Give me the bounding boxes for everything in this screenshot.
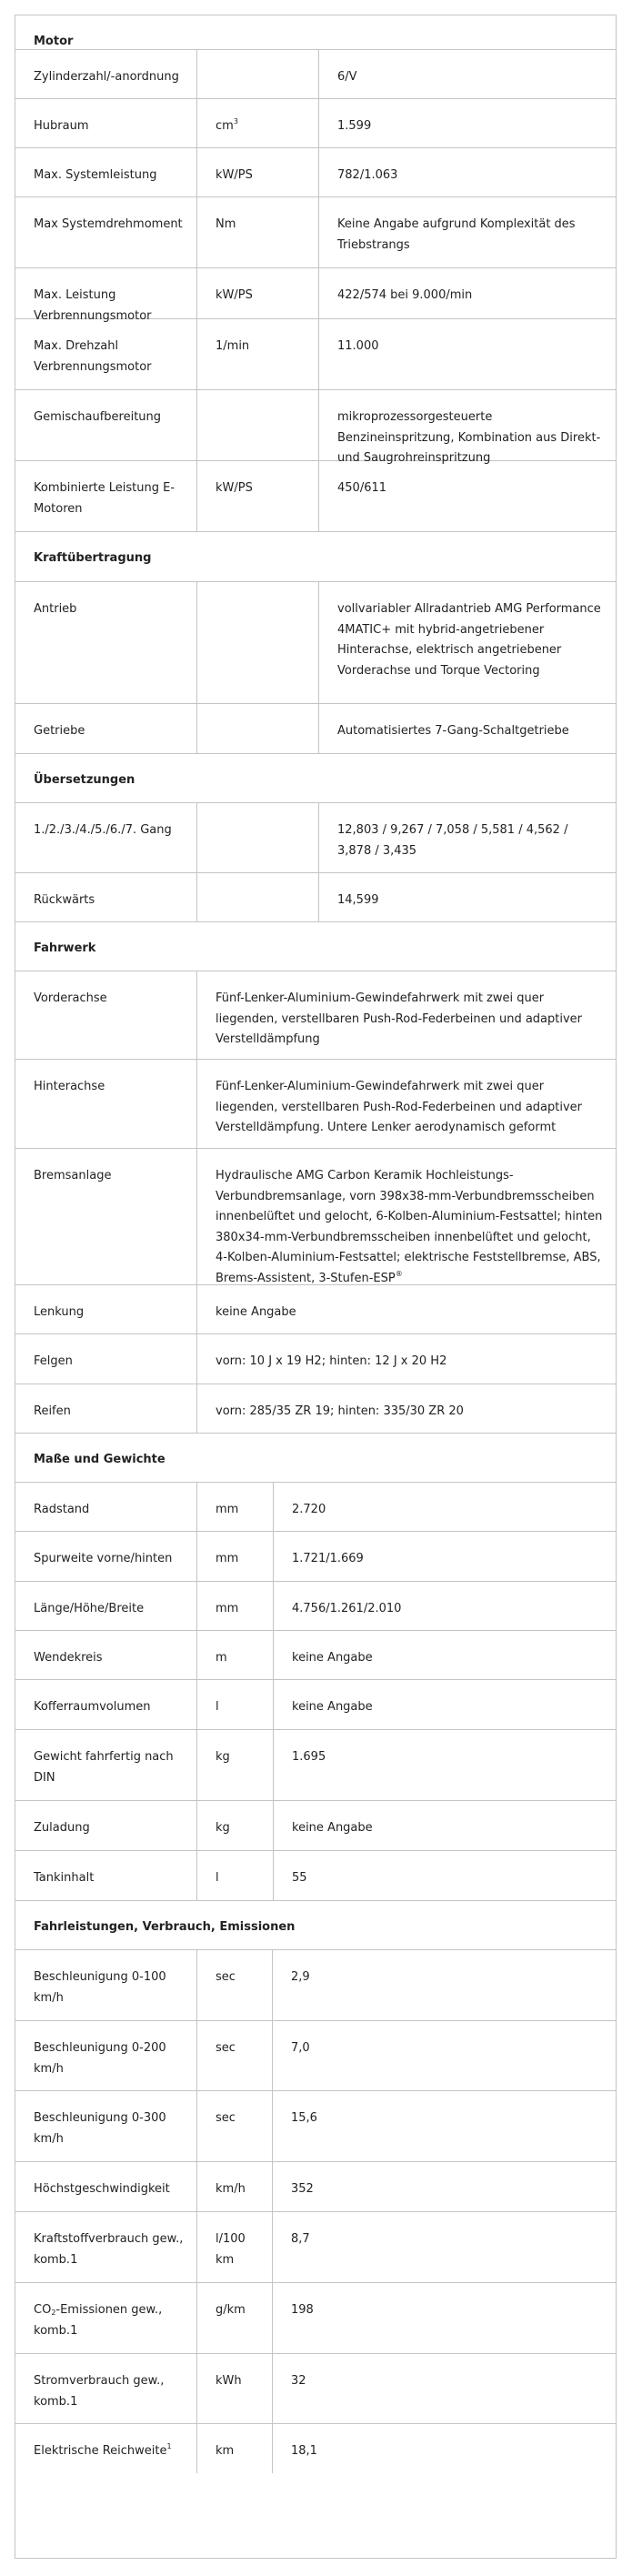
spec-label xyxy=(15,1060,196,1148)
spec-label xyxy=(15,319,196,389)
spec-row xyxy=(15,803,616,873)
value-text: Fünf-Lenker-Aluminium-Gewindefahrwerk mit zwei quer liegenden, verstellbaren Push-Rod-Federbeinen und adaptiver Verstelldämpfung. Untere Lenker aerodynamisch geformt xyxy=(216,1080,583,1134)
value-text: keine Angabe xyxy=(292,1821,373,1835)
spec-label xyxy=(15,1334,196,1384)
spec-unit xyxy=(196,803,318,872)
value-text: 32 xyxy=(291,2374,306,2388)
label-text: Stromverbrauch gew., komb.1 xyxy=(34,2374,165,2409)
spec-value xyxy=(318,99,616,147)
spec-value xyxy=(273,1801,616,1850)
spec-row xyxy=(15,1483,616,1532)
spec-value xyxy=(318,148,616,196)
spec-value xyxy=(318,582,616,703)
spec-row xyxy=(15,1060,616,1149)
section-title: Übersetzungen xyxy=(34,773,135,787)
unit-exponent: 3 xyxy=(233,117,238,126)
label-text: Reifen xyxy=(34,1404,71,1418)
spec-label xyxy=(15,1950,196,2020)
label-text: Max Systemdrehmoment xyxy=(34,217,183,231)
spec-row xyxy=(15,1532,616,1582)
label-text: Vorderachse xyxy=(34,991,107,1005)
spec-value xyxy=(272,2212,616,2282)
label-text: Bremsanlage xyxy=(34,1169,112,1182)
value-text: 18,1 xyxy=(291,2444,317,2458)
label-text: Felgen xyxy=(34,1354,73,1368)
spec-label xyxy=(15,1730,196,1800)
section-title: Motor xyxy=(34,35,74,48)
spec-value xyxy=(273,1631,616,1679)
spec-row xyxy=(15,1582,616,1631)
spec-row xyxy=(15,319,616,390)
spec-label xyxy=(15,704,196,753)
value-text: 782/1.063 xyxy=(337,168,398,182)
spec-value xyxy=(318,390,616,465)
spec-label xyxy=(15,268,196,323)
section-header-uebersetzungen xyxy=(15,754,616,803)
spec-row xyxy=(15,1730,616,1801)
spec-unit xyxy=(196,582,318,703)
spec-value xyxy=(272,2283,616,2353)
value-text: Keine Angabe aufgrund Komplexität des Triebstrangs xyxy=(337,217,576,252)
value-text: Fünf-Lenker-Aluminium-Gewindefahrwerk mit zwei quer liegenden, verstellbaren Push-Rod-Federbeinen und adaptiver Verstelldämpfung xyxy=(216,991,583,1046)
spec-label xyxy=(15,971,196,1059)
label-text: Gemischaufbereitung xyxy=(34,410,162,424)
spec-label xyxy=(15,1149,196,1284)
value-text: 8,7 xyxy=(291,2232,310,2246)
spec-value xyxy=(196,1384,616,1433)
spec-unit: mm xyxy=(196,1483,273,1531)
spec-value xyxy=(196,971,616,1059)
spec-unit: l xyxy=(196,1680,273,1729)
spec-label xyxy=(15,873,196,921)
spec-label xyxy=(15,2283,196,2353)
spec-row xyxy=(15,1950,616,2021)
spec-label xyxy=(15,2212,196,2282)
spec-label xyxy=(15,2162,196,2211)
spec-value xyxy=(272,2354,616,2423)
section-header-fahrleistungen-verbrauch-emissionen xyxy=(15,1901,616,1950)
value-text: 11.000 xyxy=(337,339,379,353)
spec-value xyxy=(318,461,616,531)
label-text: Beschleunigung 0-100 km/h xyxy=(34,1970,166,2005)
spec-label xyxy=(15,1483,196,1531)
value-text: Automatisiertes 7-Gang-Schaltgetriebe xyxy=(337,724,569,738)
spec-unit: km/h xyxy=(196,2162,272,2211)
value-text: 6/V xyxy=(337,70,357,84)
section-title: Maße und Gewichte xyxy=(34,1453,166,1466)
spec-value xyxy=(318,873,616,921)
label-text: Kofferraumvolumen xyxy=(34,1700,151,1714)
spec-value xyxy=(273,1483,616,1531)
spec-row xyxy=(15,1334,616,1384)
value-text: keine Angabe xyxy=(216,1305,296,1319)
spec-value xyxy=(272,2424,616,2473)
spec-label xyxy=(15,2354,196,2423)
spec-unit: Nm xyxy=(196,197,318,267)
value-text: 14,599 xyxy=(337,893,379,907)
spec-unit: mm xyxy=(196,1582,273,1630)
value-text: 15,6 xyxy=(291,2111,317,2125)
spec-row xyxy=(15,2354,616,2424)
spec-row xyxy=(15,873,616,922)
label-text: Hubraum xyxy=(34,119,89,133)
value-text: 2,9 xyxy=(291,1970,310,1984)
value-text: 1.599 xyxy=(337,119,372,133)
spec-row xyxy=(15,2091,616,2162)
spec-value xyxy=(272,2162,616,2211)
spec-label xyxy=(15,2091,196,2161)
spec-row xyxy=(15,2424,616,2473)
section-title: Fahrwerk xyxy=(34,941,96,955)
value-text: 198 xyxy=(291,2303,314,2317)
value-text: vorn: 285/35 ZR 19; hinten: 335/30 ZR 20 xyxy=(216,1404,464,1418)
spec-row xyxy=(15,148,616,197)
spec-unit: sec xyxy=(196,2021,272,2090)
label-text: 1./2./3./4./5./6./7. Gang xyxy=(34,823,172,837)
spec-row xyxy=(15,2283,616,2354)
section-header-masse-und-gewichte xyxy=(15,1434,616,1483)
value-text: 1.721/1.669 xyxy=(292,1552,364,1565)
spec-label xyxy=(15,582,196,703)
spec-row xyxy=(15,1384,616,1434)
value-text: Hydraulische AMG Carbon Keramik Hochleistungs-Verbundbremsanlage, vorn 398x38-mm-Verbundbremsscheiben innenbelüftet und gelocht, 6-Kolben-Aluminium-Festsattel; hinten 380x34-mm-Verbundbremsscheiben innenbelüftet und gelocht, 4-Kolben-Aluminium-Festsattel; elektrische Feststellbremse, ABS, Brems-Assistent, 3-Stufen-ESP xyxy=(216,1169,603,1285)
spec-unit: m xyxy=(196,1631,273,1679)
spec-row xyxy=(15,1801,616,1851)
spec-row xyxy=(15,461,616,532)
value-text: 12,803 / 9,267 / 7,058 / 5,581 / 4,562 / 3,878 / 3,435 xyxy=(337,823,568,858)
spec-value xyxy=(196,1149,616,1284)
spec-row xyxy=(15,390,616,465)
spec-label xyxy=(15,1384,196,1433)
spec-value xyxy=(272,2091,616,2161)
footnote-marker: 1 xyxy=(166,2442,172,2450)
spec-row xyxy=(15,50,616,99)
spec-row xyxy=(15,99,616,148)
spec-value xyxy=(273,1680,616,1729)
spec-value xyxy=(273,1730,616,1800)
spec-row xyxy=(15,971,616,1060)
value-text: 422/574 bei 9.000/min xyxy=(337,288,473,302)
unit-text: cm xyxy=(216,119,234,133)
spec-label xyxy=(15,99,196,147)
label-text: Zuladung xyxy=(34,1821,90,1835)
spec-value xyxy=(318,50,616,98)
value-text: 2.720 xyxy=(292,1503,326,1516)
spec-value xyxy=(318,268,616,318)
value-text: keine Angabe xyxy=(292,1651,373,1665)
spec-unit: 1/min xyxy=(196,319,318,389)
label-text: Max. Drehzahl Verbrennungsmotor xyxy=(34,339,152,374)
section-header-motor xyxy=(15,15,616,50)
label-text: Hinterachse xyxy=(34,1080,105,1093)
label-text: Radstand xyxy=(34,1503,90,1516)
spec-unit xyxy=(196,99,318,147)
spec-label xyxy=(15,2021,196,2090)
value-text: 1.695 xyxy=(292,1750,326,1764)
spec-value xyxy=(273,1851,616,1900)
spec-row xyxy=(15,268,616,323)
spec-value xyxy=(318,197,616,267)
label-text: Höchstgeschwindigkeit xyxy=(34,2182,170,2196)
spec-row xyxy=(15,704,616,754)
label-text: Länge/Höhe/Breite xyxy=(34,1602,145,1615)
spec-value xyxy=(318,704,616,753)
spec-unit: kW/PS xyxy=(196,148,318,196)
spec-row xyxy=(15,197,616,268)
spec-row xyxy=(15,2021,616,2091)
spec-unit: mm xyxy=(196,1532,273,1581)
spec-label xyxy=(15,1680,196,1729)
value-text: 450/611 xyxy=(337,481,387,495)
section-header-fahrwerk xyxy=(15,922,616,971)
spec-unit: sec xyxy=(196,1950,272,2020)
spec-value xyxy=(318,803,616,872)
section-title: Fahrleistungen, Verbrauch, Emissionen xyxy=(34,1920,296,1934)
value-text: vollvariabler Allradantrieb AMG Performance 4MATIC+ mit hybrid-angetriebener Hinterachse, elektrisch angetriebener Vorderachse und Torque Vectoring xyxy=(337,602,601,678)
spec-row xyxy=(15,1285,616,1334)
spec-unit: kg xyxy=(196,1730,273,1800)
spec-label xyxy=(15,1532,196,1581)
spec-label xyxy=(15,1285,196,1333)
label-text: Max. Systemleistung xyxy=(34,168,157,182)
spec-unit: kg xyxy=(196,1801,273,1850)
label-text: Spurweite vorne/hinten xyxy=(34,1552,173,1565)
spec-label xyxy=(15,1851,196,1900)
spec-label xyxy=(15,148,196,196)
label-text: Getriebe xyxy=(34,724,85,738)
label-text: Kombinierte Leistung E-Motoren xyxy=(34,481,176,516)
spec-unit: sec xyxy=(196,2091,272,2161)
label-subscript: 2 xyxy=(51,2309,56,2317)
spec-row xyxy=(15,582,616,704)
spec-label xyxy=(15,1582,196,1630)
label-text: Kraftstoffverbrauch gew., komb.1 xyxy=(34,2232,184,2267)
section-title: Kraftübertragung xyxy=(34,551,152,565)
spec-label xyxy=(15,461,196,531)
spec-table xyxy=(15,15,617,2559)
spec-unit xyxy=(196,704,318,753)
spec-label xyxy=(15,1631,196,1679)
spec-row xyxy=(15,1680,616,1730)
label-text: Zylinderzahl/-anordnung xyxy=(34,70,179,84)
spec-value xyxy=(272,2021,616,2090)
spec-row xyxy=(15,1149,616,1285)
spec-value xyxy=(196,1060,616,1148)
value-text: 4.756/1.261/2.010 xyxy=(292,1602,402,1615)
spec-label xyxy=(15,803,196,872)
spec-unit xyxy=(196,50,318,98)
spec-row xyxy=(15,1631,616,1680)
spec-row xyxy=(15,1851,616,1901)
value-text: 352 xyxy=(291,2182,314,2196)
spec-row xyxy=(15,2162,616,2212)
spec-unit: kW/PS xyxy=(196,268,318,318)
label-text: Antrieb xyxy=(34,602,77,616)
label-text: Beschleunigung 0-300 km/h xyxy=(34,2111,166,2146)
label-prefix: CO xyxy=(34,2303,52,2317)
spec-value xyxy=(272,1950,616,2020)
spec-value xyxy=(196,1285,616,1333)
label-text: Elektrische Reichweite xyxy=(34,2444,167,2458)
label-text: Wendekreis xyxy=(34,1651,103,1665)
spec-value xyxy=(273,1582,616,1630)
spec-unit: kW/PS xyxy=(196,461,318,531)
registered-mark: ® xyxy=(395,1269,403,1278)
label-text: Beschleunigung 0-200 km/h xyxy=(34,2041,166,2076)
label-text: Gewicht fahrfertig nach DIN xyxy=(34,1750,174,1785)
spec-label xyxy=(15,1801,196,1850)
spec-label xyxy=(15,50,196,98)
spec-label xyxy=(15,2424,196,2473)
value-text: 55 xyxy=(292,1871,307,1885)
spec-label xyxy=(15,390,196,460)
label-text: Rückwärts xyxy=(34,893,95,907)
spec-value xyxy=(196,1334,616,1384)
spec-unit xyxy=(196,873,318,921)
spec-unit: kWh xyxy=(196,2354,272,2423)
spec-unit: km xyxy=(196,2424,272,2473)
spec-unit xyxy=(196,390,318,460)
spec-unit: l xyxy=(196,1851,273,1900)
spec-row xyxy=(15,2212,616,2283)
spec-unit: l/100 km xyxy=(196,2212,272,2282)
value-text: mikroprozessorgesteuerte Benzineinspritzung, Kombination aus Direkt- und Saugrohreinspritzung xyxy=(337,410,601,465)
label-text: Tankinhalt xyxy=(34,1871,95,1885)
label-text: -Emissionen gew., komb.1 xyxy=(34,2303,163,2338)
section-header-kraftuebertragung xyxy=(15,532,616,582)
label-text: Lenkung xyxy=(34,1305,85,1319)
spec-value xyxy=(318,319,616,389)
spec-value xyxy=(273,1532,616,1581)
spec-label xyxy=(15,197,196,267)
value-text: vorn: 10 J x 19 H2; hinten: 12 J x 20 H2 xyxy=(216,1354,447,1368)
spec-unit: g/km xyxy=(196,2283,272,2353)
label-text: Max. Leistung Verbrennungsmotor xyxy=(34,288,152,323)
value-text: 7,0 xyxy=(291,2041,310,2055)
value-text: keine Angabe xyxy=(292,1700,373,1714)
